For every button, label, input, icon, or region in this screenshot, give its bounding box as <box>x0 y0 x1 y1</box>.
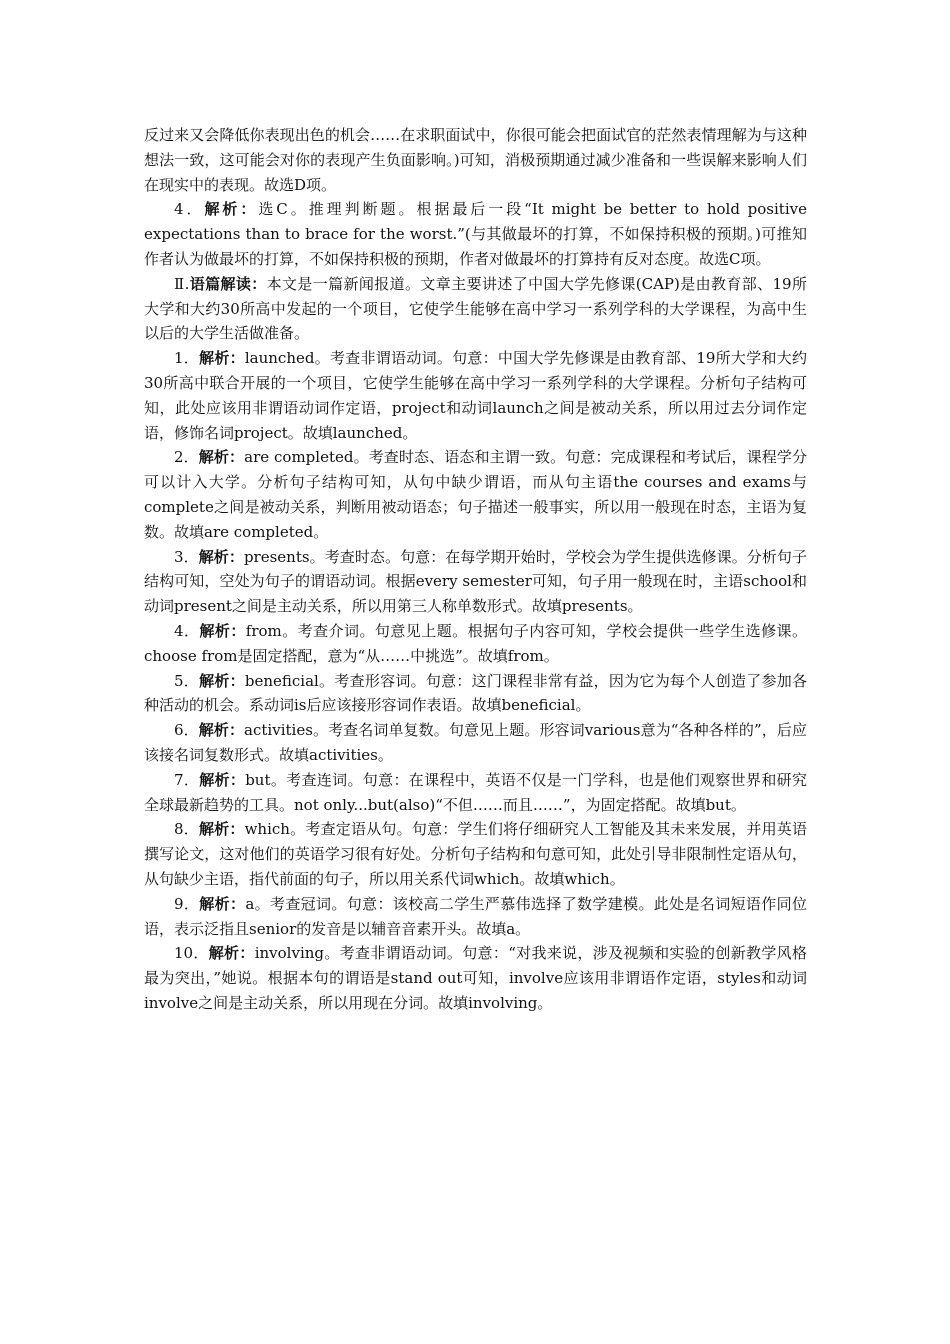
answer-10 <box>144 941 807 1015</box>
paragraph-label: 语篇解读： <box>189 274 267 293</box>
answer-5 <box>144 669 807 719</box>
paragraph-label: 解析： <box>208 944 255 963</box>
answer-1 <box>144 346 807 445</box>
paragraph-text: beneficial。考查形容词。句意：这门课程非常有益，因为它为每个人创造了参加各种活动的机会。系动词is后应该接形容词作表语。故填beneficial。 <box>144 671 807 715</box>
paragraph-text: but。考查连词。句意：在课程中，英语不仅是一门学科，也是他们观察世界和研究全球最新趋势的工具。not only...but(also)“不但……而且……”，为固定搭配。故填but。 <box>144 770 807 814</box>
item-number: 3． <box>174 547 199 566</box>
paragraph-label: 解析： <box>199 894 246 913</box>
paragraph-text: are completed。考查时态、语态和主谓一致。句意：完成课程和考试后，课程学分可以计入大学。分析句子结构可知，从句中缺少谓语，而从句主语the courses and exams与complete之间是被动关系，判断用被动语态；句子描述一般事实，所以用一般现在时态，主语为复数。故填are completed。 <box>144 448 807 541</box>
item-number: 7． <box>174 770 200 789</box>
answer-3 <box>144 545 807 619</box>
paragraph-text: a。考查冠词。句意：该校高二学生严慕伟选择了数学建模。此处是名词短语作同位语，表示泛指且senior的发音是以辅音音素开头。故填a。 <box>144 894 807 938</box>
item-number: 10． <box>174 944 209 963</box>
answer-7 <box>144 768 807 818</box>
paragraph-text: 反过来又会降低你表现出色的机会……在求职面试中，你很可能会把面试官的茫然表情理解为与这种想法一致，这可能会对你的表现产生负面影响。)可知，消极预期通过减少准备和一些误解来影响人们在现实中的表现。故选D项。 <box>144 126 807 194</box>
paragraph-label: 解析： <box>199 671 245 690</box>
answer-explanations <box>144 123 807 1016</box>
paragraph-label: 解析： <box>199 349 245 368</box>
item-number: 2． <box>174 448 199 467</box>
paragraph-label: 解析： <box>198 448 245 467</box>
item-number: 1． <box>174 349 200 368</box>
answer-2 <box>144 445 807 544</box>
section-ii-summary <box>144 272 807 346</box>
paragraph-text: launched。考查非谓语动词。句意：中国大学先修课是由教育部、19所大学和大约30所高中联合开展的一个项目，它使学生能够在高中学习一系列学科的大学课程。分析句子结构可知，此处应该用非谓语动词作定语，project和动词launch之间是被动关系，所以用过去分词作定语，修饰名词project。故填launched。 <box>144 349 807 442</box>
answer-4-grammar <box>144 619 807 669</box>
item-number: 8． <box>174 820 199 839</box>
item-number: Ⅱ. <box>174 274 190 293</box>
paragraph-text: 选C。推理判断题。根据最后一段“It might be better to hold positive expectations than to brace for the worst.”(与其做最坏的打算，不如保持积极的预期。)可推知作者认为做最坏的打算，不如保持积极的预期，作者对做最坏的打算持有反对态度。故选C项。 <box>144 200 807 268</box>
paragraph-text: involving。考查非谓语动词。句意：“对我来说，涉及视频和实验的创新教学风格最为突出，”她说。根据本句的谓语是stand out可知，involve应该用非谓语作定语，styles和动词involve之间是主动关系，所以用现在分词。故填involving。 <box>144 944 807 1012</box>
item-number: 6． <box>174 721 199 740</box>
answer-9 <box>144 892 807 942</box>
answer-8 <box>144 817 807 891</box>
paragraph-text: activities。考查名词单复数。句意见上题。形容词various意为“各种各样的”，后应该接名词复数形式。故填activities。 <box>144 721 807 764</box>
paragraph-text: 本文是一篇新闻报道。文章主要讲述了中国大学先修课(CAP)是由教育部、19所大学和大约30所高中发起的一个项目，它使学生能够在高中学习一系列学科的大学课程，为高中生以后的大学生活做准备。 <box>144 274 807 343</box>
item-number: 9． <box>174 894 200 913</box>
paragraph-label: 解析： <box>198 820 245 839</box>
item-number: 4． <box>174 200 205 219</box>
paragraph-label: 解析： <box>198 547 244 566</box>
item-number: 5． <box>174 671 200 690</box>
answer-6 <box>144 718 807 768</box>
paragraph-label: 解析： <box>198 721 245 740</box>
paragraph-label: 解析： <box>204 200 259 219</box>
paragraph-text: presents。考查时态。句意：在每学期开始时，学校会为学生提供选修课。分析句子结构可知，空处为句子的谓语动词。根据every semester可知，句子用一般现在时，主语school和动词present之间是主动关系，所以用第三人称单数形式。故填presents。 <box>144 547 807 616</box>
paragraph-label: 解析： <box>199 621 246 640</box>
paragraph-label: 解析： <box>199 770 246 789</box>
paragraph-continuation <box>144 123 807 197</box>
item-number: 4． <box>174 621 200 640</box>
answer-4 <box>144 197 807 271</box>
paragraph-text: from。考查介词。句意见上题。根据句子内容可知，学校会提供一些学生选修课。choose from是固定搭配，意为“从……中挑选”。故填from。 <box>144 621 807 665</box>
paragraph-text: which。考查定语从句。句意：学生们将仔细研究人工智能及其未来发展，并用英语撰写论文，这对他们的英语学习很有好处。分析句子结构和句意可知，此处引导非限制性定语从句，从句缺少主语，指代前面的句子，所以用关系代词which。故填which。 <box>144 820 807 888</box>
